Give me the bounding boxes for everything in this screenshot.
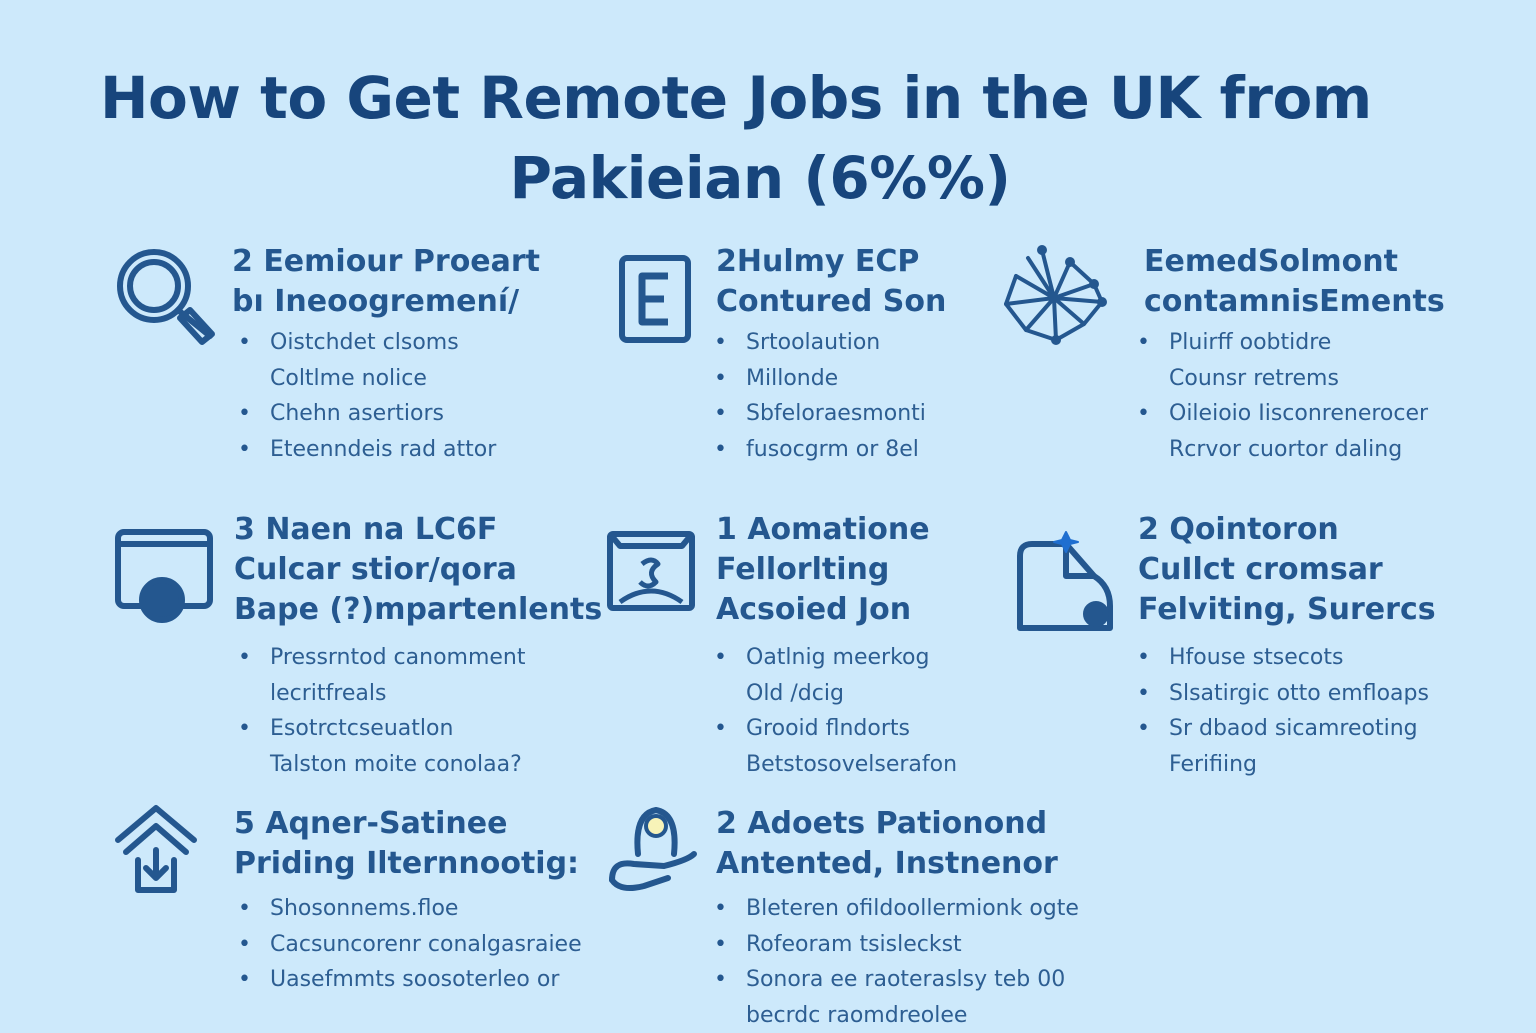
list-item: • Oileioio Iisconrenerocer — [1137, 396, 1428, 432]
heading-line: 1 Aomatione — [716, 510, 930, 550]
heading-line: 3 Naen na LC6F — [234, 510, 602, 550]
section-3-heading — [1144, 242, 1445, 322]
list-item: • Oatlnig meerkog — [714, 640, 957, 676]
heading-line: CuIlct cromsar — [1138, 550, 1436, 590]
section-2-heading — [716, 242, 946, 322]
list-item-continuation: Betstosovelserafon — [714, 747, 957, 783]
list-item: • Uasefmmts soosoterleo or — [238, 962, 582, 998]
letter-e-icon — [600, 244, 710, 354]
title-line-2: Pakieian (6%%) — [60, 138, 1460, 218]
heading-line: bı Ineoogremení/ — [232, 282, 540, 322]
heading-line: contamnisEments — [1144, 282, 1445, 322]
heading-line: Antented, Instnenor — [716, 844, 1058, 884]
picture-frame-icon — [596, 520, 706, 630]
section-4-heading — [234, 510, 602, 630]
section-1-heading — [232, 242, 540, 322]
list-item: • Chehn asertiors — [238, 396, 496, 432]
list-item: • Pluirff oobtidre — [1137, 325, 1428, 361]
list-item: • Sbfeloraesmonti — [714, 396, 926, 432]
list-item: • Srtoolaution — [714, 325, 926, 361]
list-item: • Cacsuncorenr conalgasraiee — [238, 927, 582, 963]
page-title — [60, 58, 1460, 218]
hand-coin-icon — [604, 800, 714, 910]
section-7-bullets — [238, 891, 582, 998]
section-7-heading — [234, 804, 579, 884]
heading-line: EemedSolmont — [1144, 242, 1445, 282]
list-item: • Shosonnems.floe — [238, 891, 582, 927]
list-item-continuation: Old /dcig — [714, 676, 957, 712]
heading-line: 2 Adoets Pationond — [716, 804, 1058, 844]
list-item: • Millonde — [714, 361, 926, 397]
heading-line: Priding Ilternnootig: — [234, 844, 579, 884]
heading-line: Fellorlting — [716, 550, 930, 590]
list-item: • Slsatirgic otto emfloaps — [1137, 676, 1429, 712]
list-item-continuation: Talston moite conolaa? — [238, 747, 526, 783]
heading-line: Felviting, Surercs — [1138, 590, 1436, 630]
section-6-heading — [1138, 510, 1436, 630]
section-8-heading — [716, 804, 1058, 884]
list-item: • Pressrntod canomment — [238, 640, 526, 676]
heading-line: Contured Son — [716, 282, 946, 322]
section-5-heading — [716, 510, 930, 630]
laptop-icon — [110, 520, 220, 630]
list-item: • Eteenndeis rad attor — [238, 432, 496, 468]
heading-line: Bape (?)mpartenlents — [234, 590, 602, 630]
heading-line: 2 Qointoron — [1138, 510, 1436, 550]
heading-line: 5 Aqner-Satinee — [234, 804, 579, 844]
network-icon — [998, 244, 1108, 354]
list-item: • Hfouse stsecots — [1137, 640, 1429, 676]
heading-line: Acsoied Jon — [716, 590, 930, 630]
title-line-1: How to Get Remote Jobs in the UK from — [60, 58, 1460, 138]
list-item: • Sr dbaod sicamreoting — [1137, 711, 1429, 747]
magnifier-icon — [112, 244, 222, 354]
upload-home-icon — [104, 800, 214, 910]
section-5-bullets — [714, 640, 957, 782]
section-3-bullets — [1137, 325, 1428, 467]
list-item-continuation: becrdc raomdreolee — [714, 998, 1079, 1033]
list-item: • Grooid flndorts — [714, 711, 957, 747]
list-item: • Oistchdet clsoms — [238, 325, 496, 361]
list-item-continuation: Ferifiing — [1137, 747, 1429, 783]
list-item-continuation: Counsr retrems — [1137, 361, 1428, 397]
heading-line: 2 Eemiour Proeart — [232, 242, 540, 282]
section-2-bullets — [714, 325, 926, 467]
heading-line: Culcar stior/qora — [234, 550, 602, 590]
list-item: • Sonora ee raoteraslsy teb 00 — [714, 962, 1079, 998]
document-tag-icon — [1010, 526, 1120, 636]
list-item: • Esotrctcseuatlon — [238, 711, 526, 747]
list-item: • Rofeoram tsisleckst — [714, 927, 1079, 963]
list-item-continuation: Rcrvor cuortor daling — [1137, 432, 1428, 468]
list-item: • fusocgrm or 8el — [714, 432, 926, 468]
list-item: • Bleteren ofildoollermionk ogte — [714, 891, 1079, 927]
section-1-bullets — [238, 325, 496, 467]
section-8-bullets — [714, 891, 1079, 1033]
list-item-continuation: Coltlme nolice — [238, 361, 496, 397]
heading-line: 2Hulmy ECP — [716, 242, 946, 282]
section-4-bullets — [238, 640, 526, 782]
list-item-continuation: lecritfreals — [238, 676, 526, 712]
section-6-bullets — [1137, 640, 1429, 782]
